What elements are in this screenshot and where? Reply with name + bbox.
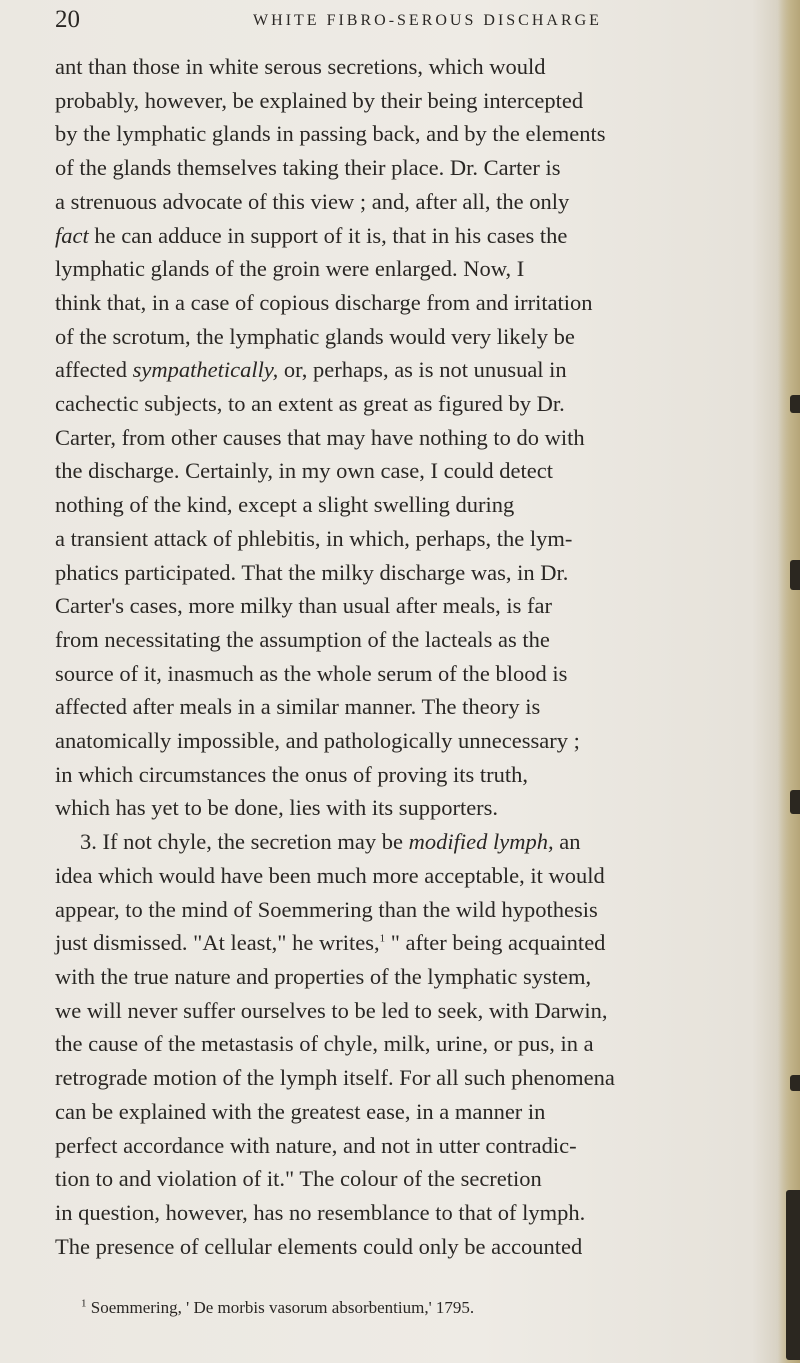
- text-line: Carter's cases, more milky than usual after meals, is far: [55, 593, 553, 619]
- text-line: in which circumstances the onus of proving its truth,: [55, 761, 529, 787]
- text-run: affected: [55, 357, 133, 383]
- text-line: a strenuous advocate of this view ; and, after all, the only: [55, 188, 570, 214]
- edge-mark: [790, 395, 800, 413]
- text-line: by the lymphatic glands in passing back, and by the elements: [55, 121, 606, 147]
- text-line: source of it, inasmuch as the whole serum of the blood is: [55, 660, 568, 686]
- text-line: appear, to the mind of Soemmering than the wild hypothesis: [55, 896, 598, 922]
- text-line: think that, in a case of copious discharge from and irritation: [55, 289, 593, 315]
- footnote-text: Soemmering, ' De morbis vasorum absorbentium,' 1795.: [86, 1298, 475, 1317]
- text-line: Carter, from other causes that may have nothing to do with: [55, 424, 585, 450]
- text-line: [55, 353, 755, 387]
- text-line: [55, 926, 755, 960]
- text-run: 3. If not chyle, the secretion may be: [80, 829, 409, 855]
- footnote-reference: 1: [379, 932, 386, 945]
- text-line: the discharge. Certainly, in my own case, I could detect: [55, 458, 553, 484]
- edge-mark: [790, 560, 800, 590]
- text-line: cachectic subjects, to an extent as great as figured by Dr.: [55, 391, 565, 417]
- running-title: WHITE FIBRO-SEROUS DISCHARGE: [253, 12, 602, 29]
- text-line: retrograde motion of the lymph itself. For all such phenomena: [55, 1065, 615, 1091]
- paragraph: [55, 50, 755, 825]
- edge-mark: [790, 1075, 800, 1091]
- body-text: [55, 50, 755, 1263]
- text-line: anatomically impossible, and pathologically unnecessary ;: [55, 728, 580, 754]
- page-edge-shadow: [778, 0, 800, 1363]
- page-header: [55, 6, 755, 42]
- text-line: we will never suffer ourselves to be led to seek, with Darwin,: [55, 997, 608, 1023]
- footnote-marker: 1: [81, 1297, 87, 1310]
- text-line: the cause of the metastasis of chyle, milk, urine, or pus, in a: [55, 1031, 594, 1057]
- text-line: in question, however, has no resemblance to that of lymph.: [55, 1199, 586, 1225]
- text-line: with the true nature and properties of the lymphatic system,: [55, 963, 592, 989]
- text-line: a transient attack of phlebitis, in which, perhaps, the lym-: [55, 525, 573, 551]
- italic-text: modified lymph,: [408, 829, 554, 855]
- text-line: affected after meals in a similar manner. The theory is: [55, 694, 541, 720]
- text-run: he can adduce in support of it is, that in his cases the: [88, 222, 568, 248]
- text-run: just dismissed. "At least," he writes,: [55, 930, 380, 956]
- text-line: can be explained with the greatest ease, in a manner in: [55, 1098, 546, 1124]
- text-line: [55, 825, 755, 859]
- paragraph: [55, 825, 755, 1263]
- edge-mark: [790, 790, 800, 814]
- text-run: " after being acquainted: [385, 930, 606, 956]
- text-line: [55, 219, 755, 253]
- text-line: perfect accordance with nature, and not in utter contradic-: [55, 1132, 577, 1158]
- text-line: ant than those in white serous secretions, which would: [55, 54, 546, 79]
- text-line: which has yet to be done, lies with its supporters.: [55, 795, 499, 821]
- text-line: probably, however, be explained by their being intercepted: [55, 87, 584, 113]
- footnote: [55, 1298, 755, 1318]
- text-line: The presence of cellular elements could only be accounted: [55, 1233, 583, 1259]
- text-line: from necessitating the assumption of the lacteals as the: [55, 626, 550, 652]
- text-line: of the glands themselves taking their place. Dr. Carter is: [55, 155, 561, 181]
- text-line: idea which would have been much more acceptable, it would: [55, 862, 605, 888]
- page-number: 20: [55, 6, 80, 33]
- italic-text: fact: [55, 222, 89, 248]
- text-line: lymphatic glands of the groin were enlarged. Now, I: [55, 256, 525, 282]
- edge-mark: [786, 1190, 800, 1360]
- text-line: nothing of the kind, except a slight swelling during: [55, 492, 515, 518]
- text-line: tion to and violation of it." The colour of the secretion: [55, 1166, 542, 1192]
- text-run: an: [553, 829, 581, 855]
- text-line: of the scrotum, the lymphatic glands would very likely be: [55, 323, 575, 349]
- text-run: or, perhaps, as is not unusual in: [278, 357, 567, 383]
- italic-text: sympathetically,: [132, 357, 279, 383]
- text-line: phatics participated. That the milky discharge was, in Dr.: [55, 559, 569, 585]
